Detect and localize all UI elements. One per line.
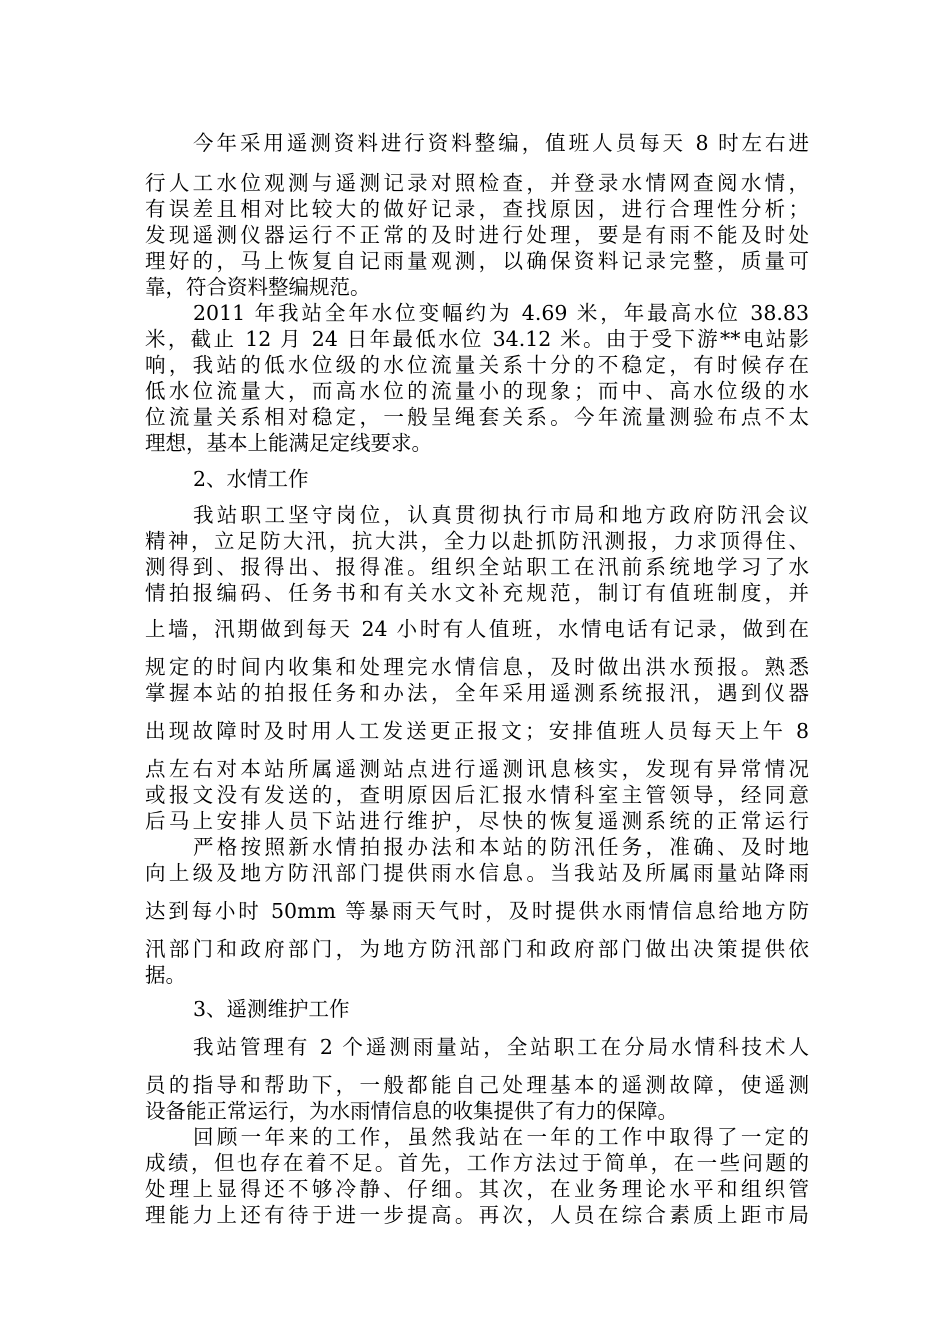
text-line: 向上级及地方防汛部门提供雨水信息。当我站及所属雨量站降雨 <box>145 861 809 885</box>
text-line: 响，我站的低水位级的水位流量关系十分的不稳定，有时候存在 <box>145 353 809 377</box>
text-line: 规定的时间内收集和处理完水情信息，及时做出洪水预报。熟悉 <box>145 655 809 679</box>
text-line: 出现故障时及时用人工发送更正报文；安排值班人员每天上午 8 <box>145 719 809 743</box>
text-line: 点左右对本站所属遥测站点进行遥测讯息核实，发现有异常情况 <box>145 757 809 781</box>
text-line: 2、水情工作 <box>193 467 309 491</box>
text-line: 今年采用遥测资料进行资料整编，值班人员每天 8 时左右进 <box>193 131 809 155</box>
text-line: 据。 <box>145 963 186 987</box>
text-line: 严格按照新水情拍报办法和本站的防汛任务，准确、及时地 <box>193 835 809 859</box>
text-line: 回顾一年来的工作，虽然我站在一年的工作中取得了一定的 <box>193 1125 809 1149</box>
text-line: 我站职工坚守岗位，认真贯彻执行市局和地方政府防汛会议 <box>193 503 809 527</box>
text-line: 精神，立足防大汛，抗大洪，全力以赴抓防汛测报，力求顶得住、 <box>145 529 809 553</box>
text-line: 有误差且相对比较大的做好记录，查找原因，进行合理性分析； <box>145 197 809 221</box>
text-line: 理能力上还有待于进一步提高。再次，人员在综合素质上距市局 <box>145 1203 809 1227</box>
text-line: 汛部门和政府部门，为地方防汛部门和政府部门做出决策提供依 <box>145 937 809 961</box>
text-line: 2011 年我站全年水位变幅约为 4.69 米，年最高水位 38.83 <box>193 301 809 325</box>
text-line: 上墙，汛期做到每天 24 小时有人值班，水情电话有记录，做到在 <box>145 617 809 641</box>
text-line: 靠，符合资料整编规范。 <box>145 275 371 299</box>
text-line: 处理上显得还不够冷静、仔细。其次，在业务理论水平和组织管 <box>145 1177 809 1201</box>
text-line: 掌握本站的拍报任务和办法，全年采用遥测系统报汛，遇到仪器 <box>145 681 809 705</box>
text-line: 达到每小时 50mm 等暴雨天气时，及时提供水雨情信息给地方防 <box>145 899 809 923</box>
text-line: 员的指导和帮助下，一般都能自己处理基本的遥测故障，使遥测 <box>145 1073 809 1097</box>
text-line: 3、遥测维护工作 <box>193 997 350 1021</box>
text-line: 理好的，马上恢复自记雨量观测，以确保资料记录完整，质量可 <box>145 249 809 273</box>
text-line: 成绩，但也存在着不足。首先，工作方法过于简单，在一些问题的 <box>145 1151 809 1175</box>
text-line: 情拍报编码、任务书和有关水文补充规范，制订有值班制度，并 <box>145 581 809 605</box>
text-line: 米，截止 12 月 24 日年最低水位 34.12 米。由于受下游**电站影 <box>145 327 809 351</box>
text-line: 后马上安排人员下站进行维护，尽快的恢复遥测系统的正常运行 <box>145 809 809 833</box>
text-line: 理想，基本上能满足定线要求。 <box>145 431 432 455</box>
text-line: 设备能正常运行，为水雨情信息的收集提供了有力的保障。 <box>145 1099 678 1123</box>
text-line: 或报文没有发送的，查明原因后汇报水情科室主管领导，经同意 <box>145 783 809 807</box>
text-line: 位流量关系相对稳定，一般呈绳套关系。今年流量测验布点不太 <box>145 405 809 429</box>
text-line: 行人工水位观测与遥测记录对照检查，并登录水情网查阅水情， <box>145 171 809 195</box>
text-line: 测得到、报得出、报得准。组织全站职工在汛前系统地学习了水 <box>145 555 809 579</box>
text-line: 发现遥测仪器运行不正常的及时进行处理，要是有雨不能及时处 <box>145 223 809 247</box>
text-line: 我站管理有 2 个遥测雨量站，全站职工在分局水情科技术人 <box>193 1035 809 1059</box>
text-line: 低水位流量大，而高水位的流量小的现象；而中、高水位级的水 <box>145 379 809 403</box>
